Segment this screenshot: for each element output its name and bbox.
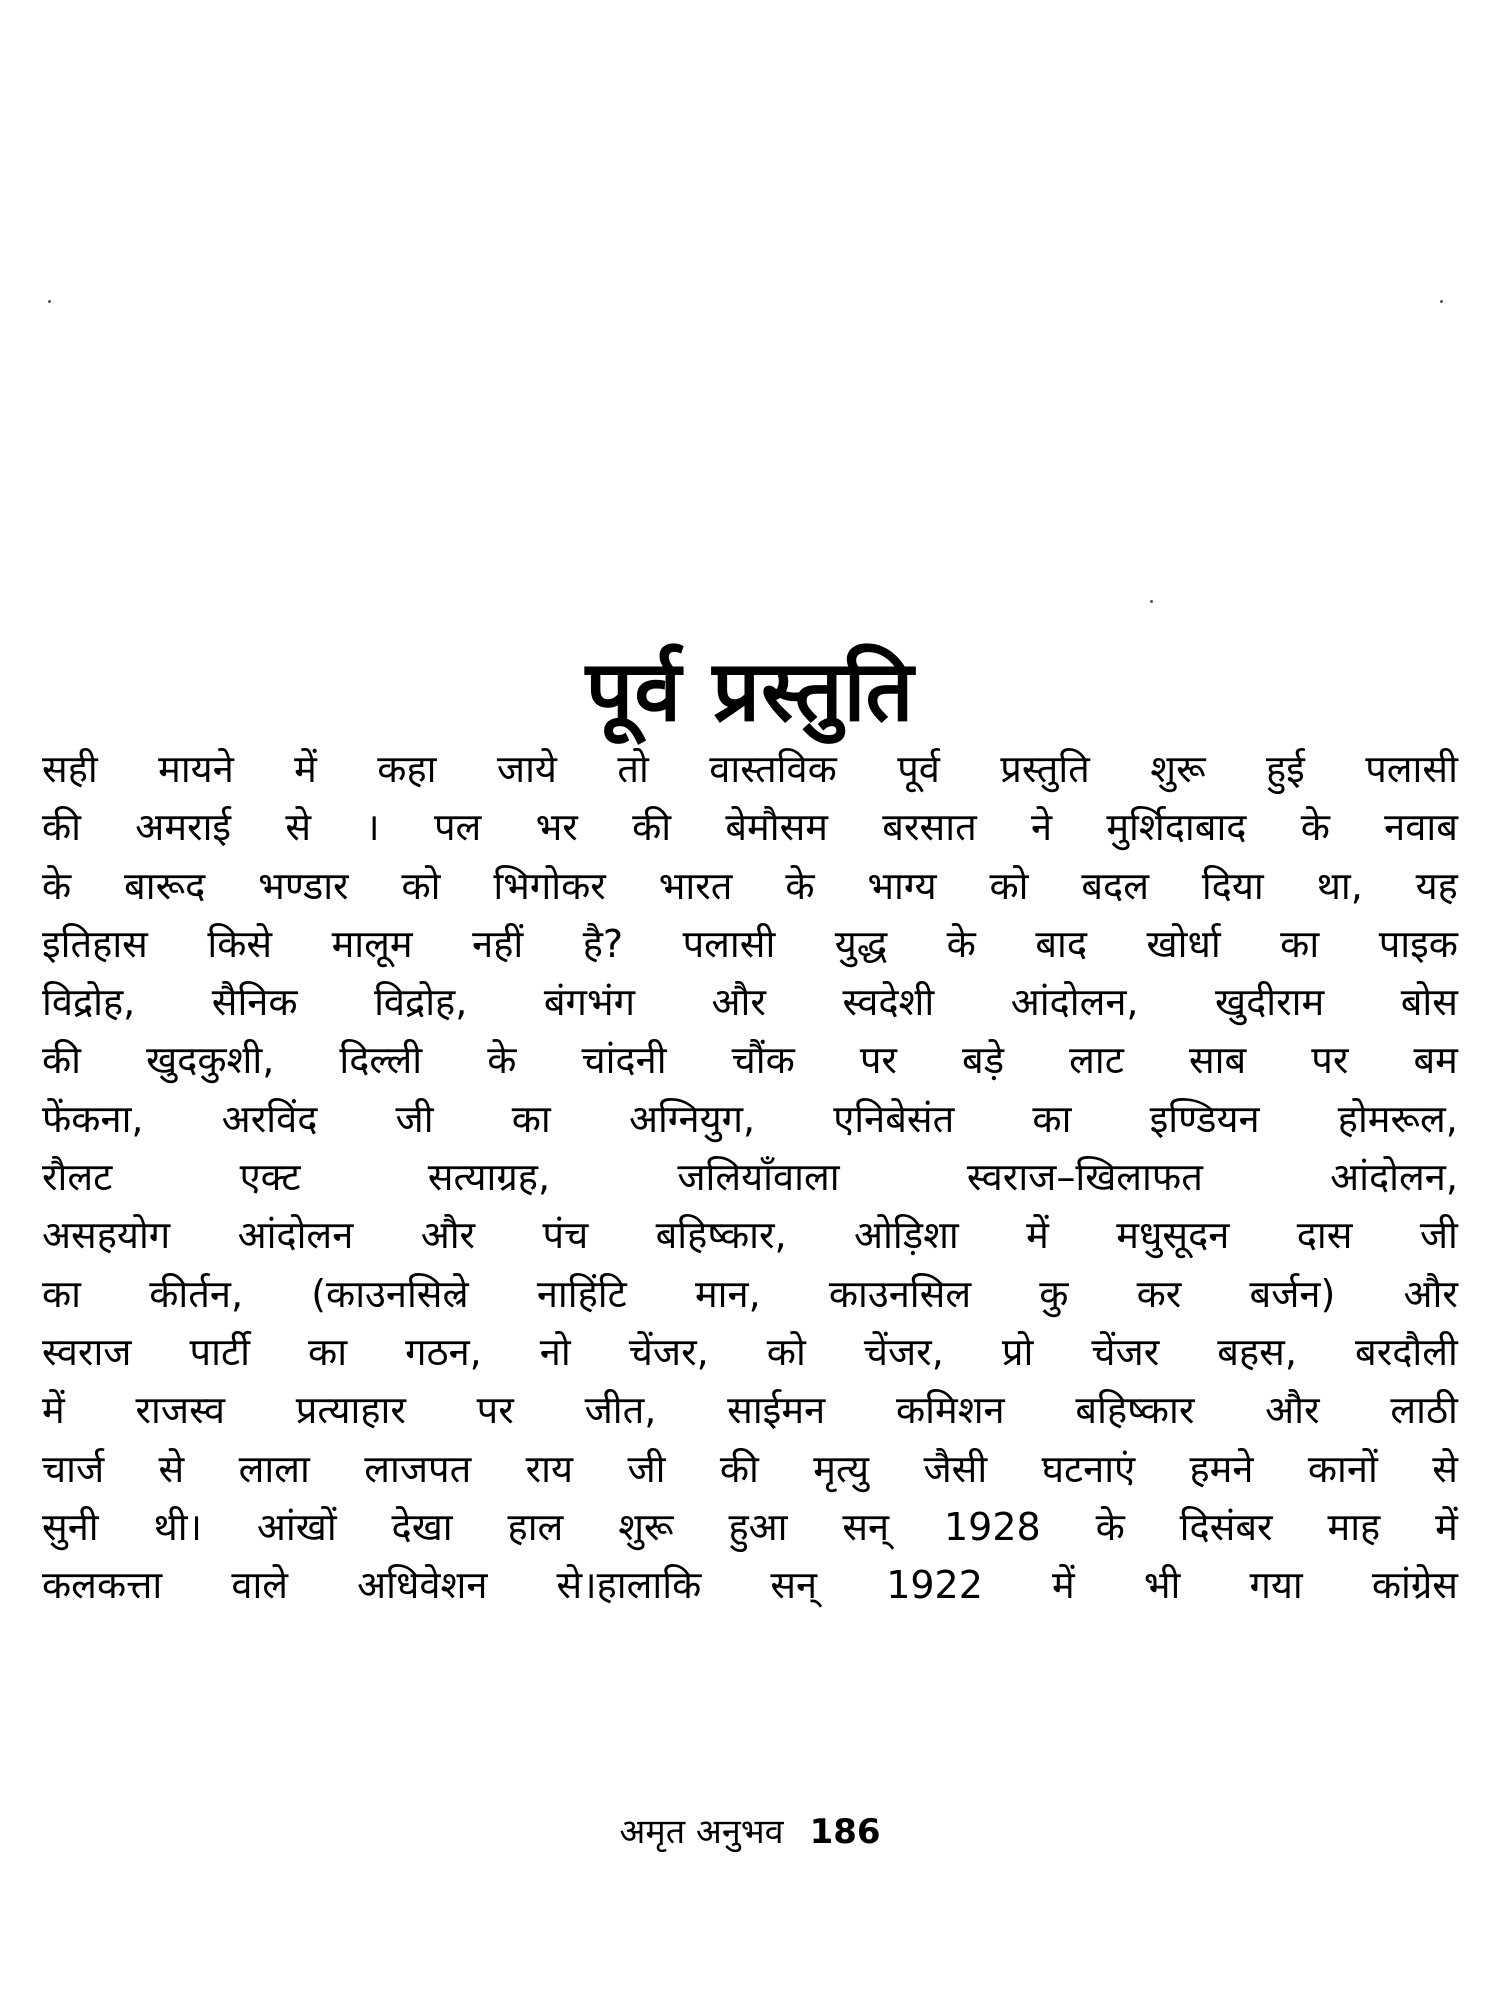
body-paragraph xyxy=(42,740,1458,1614)
paragraph-line: विद्रोह, सैनिक विद्रोह, बंगभंग और स्वदेशी आंदोलन, खुदीराम बोस xyxy=(42,980,1458,1025)
paragraph-line: चार्ज से लाला लाजपत राय जी की मृत्यु जैसी घटनाएं हमने कानों से xyxy=(42,1446,1458,1491)
page-number: 186 xyxy=(809,1812,881,1852)
scan-speck xyxy=(48,300,51,303)
paragraph-line: सही मायने में कहा जाये तो वास्तविक पूर्व प्रस्तुति शुरू हुई पलासी xyxy=(42,747,1458,791)
page-title: पूर्व प्रस्तुति xyxy=(585,642,915,741)
paragraph-line: असहयोग आंदोलन और पंच बहिष्कार, ओड़िशा में मधुसूदन दास जी xyxy=(42,1213,1458,1258)
paragraph-line: रौलट एक्ट सत्याग्रह, जलियाँवाला स्वराज–खिलाफत आंदोलन, xyxy=(42,1155,1458,1200)
paragraph-line: इतिहास किसे मालूम नहीं है? पलासी युद्ध के बाद खोर्धा का पाइक xyxy=(42,921,1458,966)
scan-speck xyxy=(1150,600,1153,603)
paragraph-line: फेंकना, अरविंद जी का अग्नियुग, एनिबेसंत का इण्डियन होमरूल, xyxy=(42,1096,1458,1141)
footer-book-title: अमृत अनुभव xyxy=(619,1812,784,1852)
paragraph-line: स्वराज पार्टी का गठन, नो चेंजर, को चेंजर, प्रो चेंजर बहस, बरदौली xyxy=(42,1329,1458,1374)
paragraph-line: की अमराई से । पल भर की बेमौसम बरसात ने मुर्शिदाबाद के नवाब xyxy=(42,805,1458,850)
scan-speck xyxy=(1440,300,1443,303)
paragraph-line: के बारूद भण्डार को भिगोकर भारत के भाग्य को बदल दिया था, यह xyxy=(42,863,1458,908)
paragraph-line: की खुदकुशी, दिल्ली के चांदनी चौंक पर बड़े लाट साब पर बम xyxy=(42,1038,1458,1083)
paragraph-line: में राजस्व प्रत्याहार पर जीत, साईमन कमिशन बहिष्कार और लाठी xyxy=(42,1388,1458,1433)
paragraph-line: सुनी थी। आंखों देखा हाल शुरू हुआ सन् 1928 के दिसंबर माह में xyxy=(42,1504,1458,1549)
paragraph-line: का कीर्तन, (काउनसिल्रे नाहिंटि मान, काउनसिल कु कर बर्जन) और xyxy=(42,1271,1458,1316)
paragraph-line: कलकत्ता वाले अधिवेशन से।हालाकि सन् 1922 में भी गया कांग्रेस xyxy=(42,1563,1458,1608)
page-footer xyxy=(0,1807,1500,1857)
